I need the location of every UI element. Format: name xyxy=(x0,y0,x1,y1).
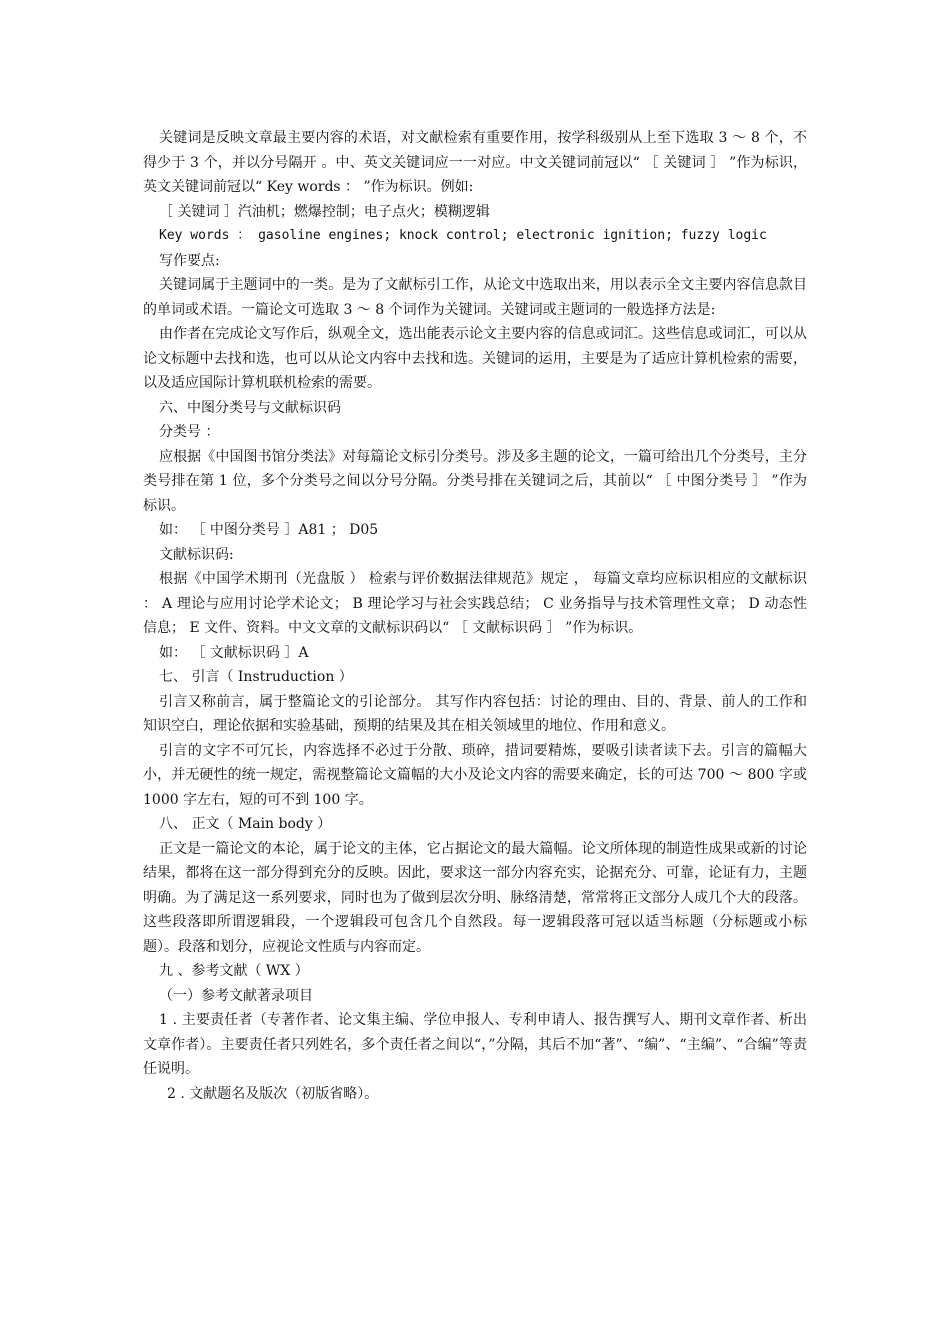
paragraph-keywords-selection: 由作者在完成论文写作后，纵观全文，选出能表示论文主要内容的信息或词汇。这些信息或词汇，可以从论文标题中去找和选，也可以从论文内容中去找和选。关键词的运用，主要是为了适应计算机检索的需要，以及适应国际计算机联机检索的需要。 xyxy=(143,326,807,391)
paragraph-keywords-example-en: Key words ： gasoline engines; knock control; electronic ignition; fuzzy logic xyxy=(159,228,767,243)
paragraph-doc-code-example: 如： ［ 文献标识码 ］A xyxy=(159,644,309,661)
paragraph-keywords-example-cn: ［ 关键词 ］汽油机；燃爆控制；电子点火；模糊逻辑 xyxy=(159,203,490,220)
section-heading-references: 九 、参考文献（ WX ） xyxy=(159,963,309,979)
paragraph-doc-code-rules: 根据《中国学术期刊（光盘版 ） 检索与评价数据法律规范》规定 ， 每篇文章均应标识相应的文献标识 ： A 理论与应用讨论学术论文； B 理论学习与社会实践总结； C 业务指导与技术管理性文章； D 动态性信息； E 文件、资料。中文文章的文献标识码以“ ［ 文献标识码 ］ ”作为标识。 xyxy=(143,571,807,636)
section-heading-introduction: 七、 引言（ Instruduction ） xyxy=(159,669,353,685)
list-item-main-author: 1 . 主要责任者（专著作者、论文集主编、学位申报人、专利申请人、报告撰写人、期刊文章作者、析出文章作者）。主要责任者只列姓名，多个责任者之间以“，”分隔，其后不加“著”、“编”、“主编”、“合编”等责任说明。 xyxy=(143,1012,807,1077)
section-heading-classification: 六、中图分类号与文献标识码 xyxy=(159,399,341,416)
paragraph-main-body: 正文是一篇论文的本论，属于论文的主体，它占据论文的最大篇幅。论文所体现的制造性成果或新的讨论结果，都将在这一部分得到充分的反映。因此，要求这一部分内容充实，论据充分、可靠，论证有力，主题明确。为了满足这一系列要求，同时也为了做到层次分明、脉络清楚，常常将正文部分人成几个大的段落。这些段落即所谓逻辑段，一个逻辑段可包含几个自然段。每一逻辑段落可冠以适当标题（分标题或小标题）。段落和划分，应视论文性质与内容而定。 xyxy=(143,840,807,955)
list-item-title-edition: 2 . 文献题名及版次（初版省略）。 xyxy=(167,1085,379,1102)
paragraph-introduction-length: 引言的文字不可冗长，内容选择不必过于分散、琐碎，措词要精炼，要吸引读者读下去。引言的篇幅大小，并无硬性的统一规定，需视整篇论文篇幅的大小及论文内容的需要来确定，长的可达 700 ～ 800 字或 1000 字左右，短的可不到 100 字。 xyxy=(143,742,807,808)
document-body xyxy=(143,126,807,1106)
paragraph-classification-rules: 应根据《中国图书馆分类法》对每篇论文标引分类号。涉及多主题的论文，一篇可给出几个分类号，主分类号排在第 1 位，多个分类号之间以分号分隔。分类号排在关键词之后，其前以“ ［ 中图分类号 ］ ”作为标识。 xyxy=(143,448,807,514)
paragraph-introduction-content: 引言又称前言，属于整篇论文的引论部分。 其写作内容包括：讨论的理由、目的、背景、前人的工作和知识空白，理论依据和实验基础，预期的结果及其在相关领域里的地位、作用和意义。 xyxy=(143,693,807,734)
subheading-reference-items: （一）参考文献著录项目 xyxy=(159,987,313,1004)
paragraph-writing-points-label: 写作要点: xyxy=(159,252,220,269)
paragraph-keywords-definition: 关键词属于主题词中的一类。是为了文献标引工作，从论文中选取出来，用以表示全文主要内容信息款目的单词或术语。一篇论文可选取 3 ～ 8 个词作为关键词。关键词或主题词的一般选择方法是: xyxy=(143,277,807,318)
section-heading-main-body: 八、 正文（ Main body ） xyxy=(159,816,332,832)
paragraph-doc-code-label: 文献标识码: xyxy=(159,546,234,563)
paragraph-classification-example: 如： ［ 中图分类号 ］A81 ； D05 xyxy=(159,522,379,538)
paragraph-classification-label: 分类号 ： xyxy=(159,424,220,440)
paragraph-keywords-intro: 关键词是反映文章最主要内容的术语，对文献检索有重要作用，按学科级别从上至下选取 3 ～ 8 个，不得少于 3 个，并以分号隔开 。中、英文关键词应一一对应。中文关键词前冠以“ ［ 关键词 ］ ”作为标识，英文关键词前冠以“ Key words ： ”作为标识。例如: xyxy=(143,130,807,195)
